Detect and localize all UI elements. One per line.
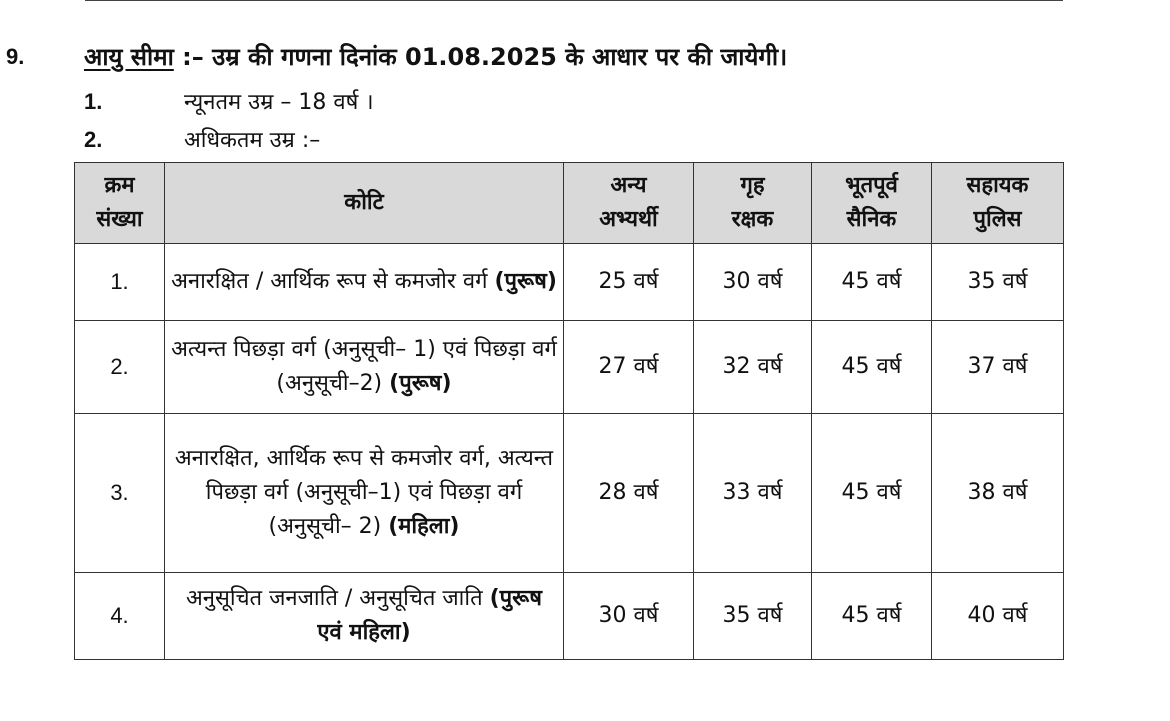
list-item-number: 1.: [84, 89, 103, 114]
cell-other-age: 28 वर्ष: [564, 414, 694, 573]
cell-category: अनारक्षित, आर्थिक रूप से कमजोर वर्ग, अत्यन्त पिछड़ा वर्ग (अनुसूची–1) एवं पिछड़ा वर्ग (अनुसूची– 2) (महिला): [165, 414, 564, 573]
header-home-guard: गृह रक्षक: [694, 163, 812, 244]
cell-serial: 3.: [75, 414, 165, 573]
cell-category: अत्यन्त पिछड़ा वर्ग (अनुसूची– 1) एवं पिछड़ा वर्ग (अनुसूची–2) (पुरूष): [165, 321, 564, 414]
list-item-text: न्यूनतम उम्र – 18 वर्ष ।: [184, 90, 374, 115]
list-item-min-age: [84, 86, 374, 116]
table-row: [75, 414, 1064, 573]
table-header-row: [75, 163, 1064, 244]
section-heading: [84, 40, 787, 73]
cell-home-guard-age: 33 वर्ष: [694, 414, 812, 573]
list-item-text: अधिकतम उम्र :–: [184, 128, 321, 153]
cell-home-guard-age: 32 वर्ष: [694, 321, 812, 414]
section-title: आयु सीमा: [84, 43, 174, 71]
cell-assistant-police-age: 37 वर्ष: [932, 321, 1064, 414]
header-serial-number: क्रम संख्या: [75, 163, 165, 244]
table-row: [75, 321, 1064, 414]
cell-assistant-police-age: 38 वर्ष: [932, 414, 1064, 573]
cell-home-guard-age: 35 वर्ष: [694, 573, 812, 660]
top-table-edge: [85, 0, 1063, 1]
cell-other-age: 25 वर्ष: [564, 244, 694, 321]
section-text: :– उम्र की गणना दिनांक 01.08.2025 के आधार पर की जायेगी।: [173, 43, 788, 71]
cell-ex-serviceman-age: 45 वर्ष: [812, 244, 932, 321]
cell-ex-serviceman-age: 45 वर्ष: [812, 321, 932, 414]
section-number: 9.: [6, 44, 25, 69]
cell-assistant-police-age: 35 वर्ष: [932, 244, 1064, 321]
cell-serial: 2.: [75, 321, 165, 414]
cell-home-guard-age: 30 वर्ष: [694, 244, 812, 321]
list-item-number: 2.: [84, 127, 103, 152]
cell-ex-serviceman-age: 45 वर्ष: [812, 414, 932, 573]
header-ex-serviceman: भूतपूर्व सैनिक: [812, 163, 932, 244]
cell-serial: 1.: [75, 244, 165, 321]
top-table-edge-tick: [725, 0, 726, 1]
cell-category: अनारक्षित / आर्थिक रूप से कमजोर वर्ग (पुरूष): [165, 244, 564, 321]
top-table-edge-tick: [375, 0, 376, 1]
header-assistant-police: सहायक पुलिस: [932, 163, 1064, 244]
age-limit-table: [74, 162, 1064, 660]
header-category: कोटि: [165, 163, 564, 244]
header-other-candidates: अन्य अभ्यर्थी: [564, 163, 694, 244]
cell-other-age: 27 वर्ष: [564, 321, 694, 414]
cell-other-age: 30 वर्ष: [564, 573, 694, 660]
cell-assistant-police-age: 40 वर्ष: [932, 573, 1064, 660]
cell-category: अनुसूचित जनजाति / अनुसूचित जाति (पुरूष एवं महिला): [165, 573, 564, 660]
cell-ex-serviceman-age: 45 वर्ष: [812, 573, 932, 660]
cell-serial: 4.: [75, 573, 165, 660]
list-item-max-age: [84, 124, 320, 154]
table-row: [75, 244, 1064, 321]
table-row: [75, 573, 1064, 660]
